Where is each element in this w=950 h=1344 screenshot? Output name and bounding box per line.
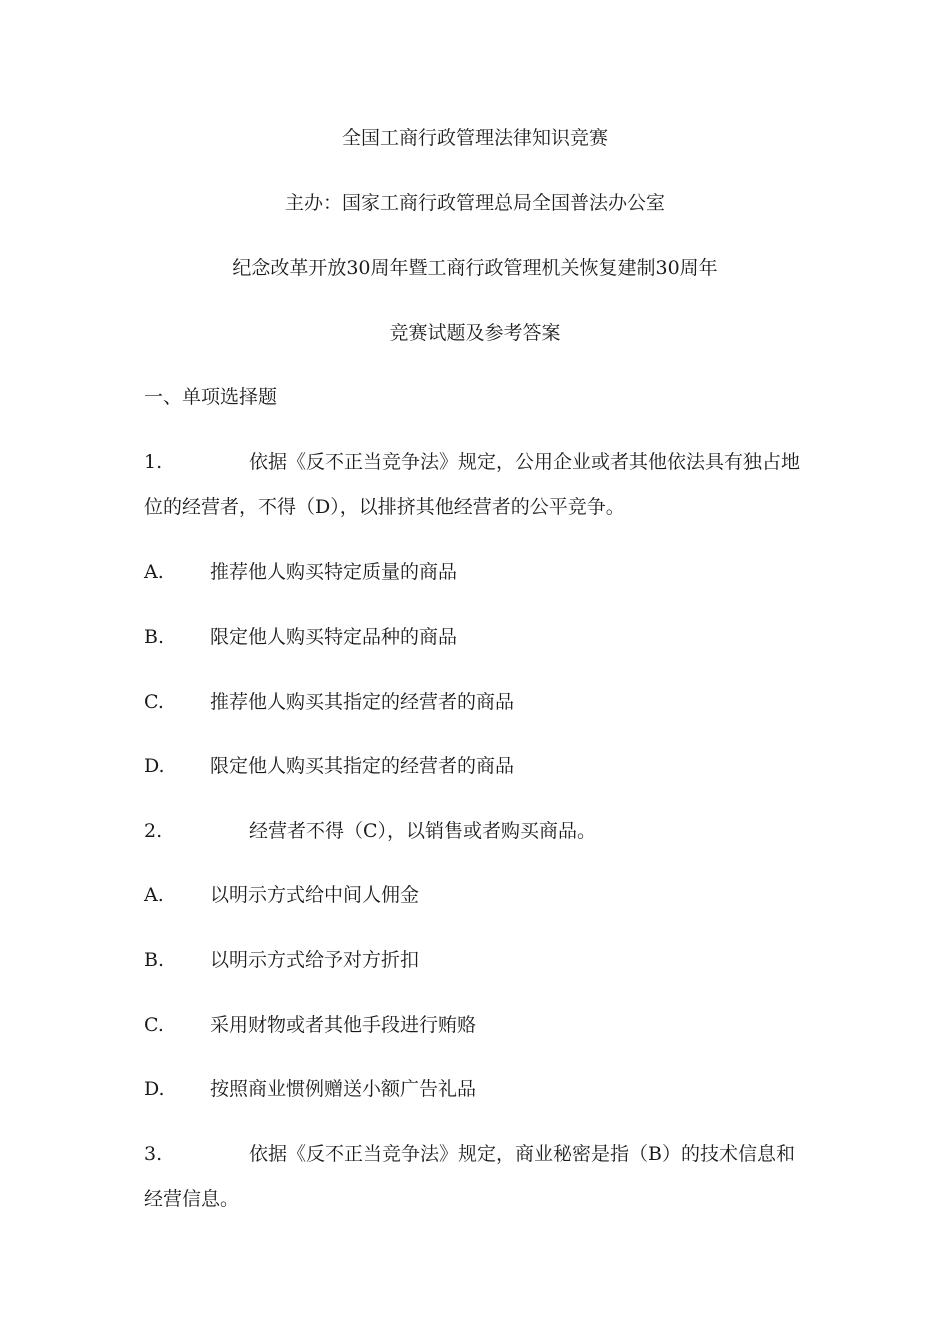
- question-2-option-b: [144, 946, 419, 974]
- question-1-line-2: 位的经营者，不得（D），以排挤其他经营者的公平竞争。: [144, 496, 625, 518]
- question-text: 依据《反不正当竞争法》规定，公用企业或者其他依法具有独占地: [249, 451, 801, 473]
- commemoration-line: 纪念改革开放30周年暨工商行政管理机关恢复建制30周年: [232, 257, 718, 279]
- organizer-line: 主办：国家工商行政管理总局全国普法办公室: [284, 192, 665, 214]
- question-text: 依据《反不正当竞争法》规定，商业秘密是指（B）的技术信息和: [249, 1143, 795, 1165]
- document-subtitle: 竞赛试题及参考答案: [389, 322, 561, 344]
- option-letter: A.: [144, 884, 164, 906]
- question-2-option-c: [144, 1011, 476, 1039]
- question-1-option-d: [144, 752, 514, 780]
- question-1-line-1: [144, 448, 800, 476]
- option-text: 采用财物或者其他手段进行贿赂: [210, 1014, 477, 1036]
- option-text: 以明示方式给中间人佣金: [210, 884, 420, 906]
- option-letter: D.: [144, 755, 165, 777]
- question-1-option-c: [144, 688, 514, 716]
- option-letter: C.: [144, 691, 164, 713]
- question-number: 1.: [144, 451, 163, 473]
- question-2-line-1: [144, 817, 596, 845]
- option-letter: A.: [144, 561, 164, 583]
- question-text: 经营者不得（C），以销售或者购买商品。: [249, 820, 597, 842]
- option-letter: B.: [144, 626, 165, 648]
- question-3-line-1: [144, 1140, 795, 1168]
- option-text: 以明示方式给予对方折扣: [210, 949, 420, 971]
- option-letter: D.: [144, 1078, 165, 1100]
- question-2-option-a: [144, 881, 419, 909]
- option-text: 限定他人购买特定品种的商品: [210, 626, 458, 648]
- option-letter: B.: [144, 949, 165, 971]
- option-text: 推荐他人购买其指定的经营者的商品: [210, 691, 515, 713]
- question-1-option-b: [144, 623, 457, 651]
- option-letter: C.: [144, 1014, 164, 1036]
- question-2-option-d: [144, 1075, 476, 1103]
- question-number: 2.: [144, 820, 163, 842]
- question-3-line-2: 经营信息。: [144, 1188, 240, 1210]
- option-text: 限定他人购买其指定的经营者的商品: [210, 755, 515, 777]
- option-text: 推荐他人购买特定质量的商品: [210, 561, 458, 583]
- question-number: 3.: [144, 1143, 163, 1165]
- section-heading: 一、单项选择题: [144, 386, 278, 408]
- question-1-option-a: [144, 558, 457, 586]
- document-title: 全国工商行政管理法律知识竞赛: [341, 127, 608, 149]
- option-text: 按照商业惯例赠送小额广告礼品: [210, 1078, 477, 1100]
